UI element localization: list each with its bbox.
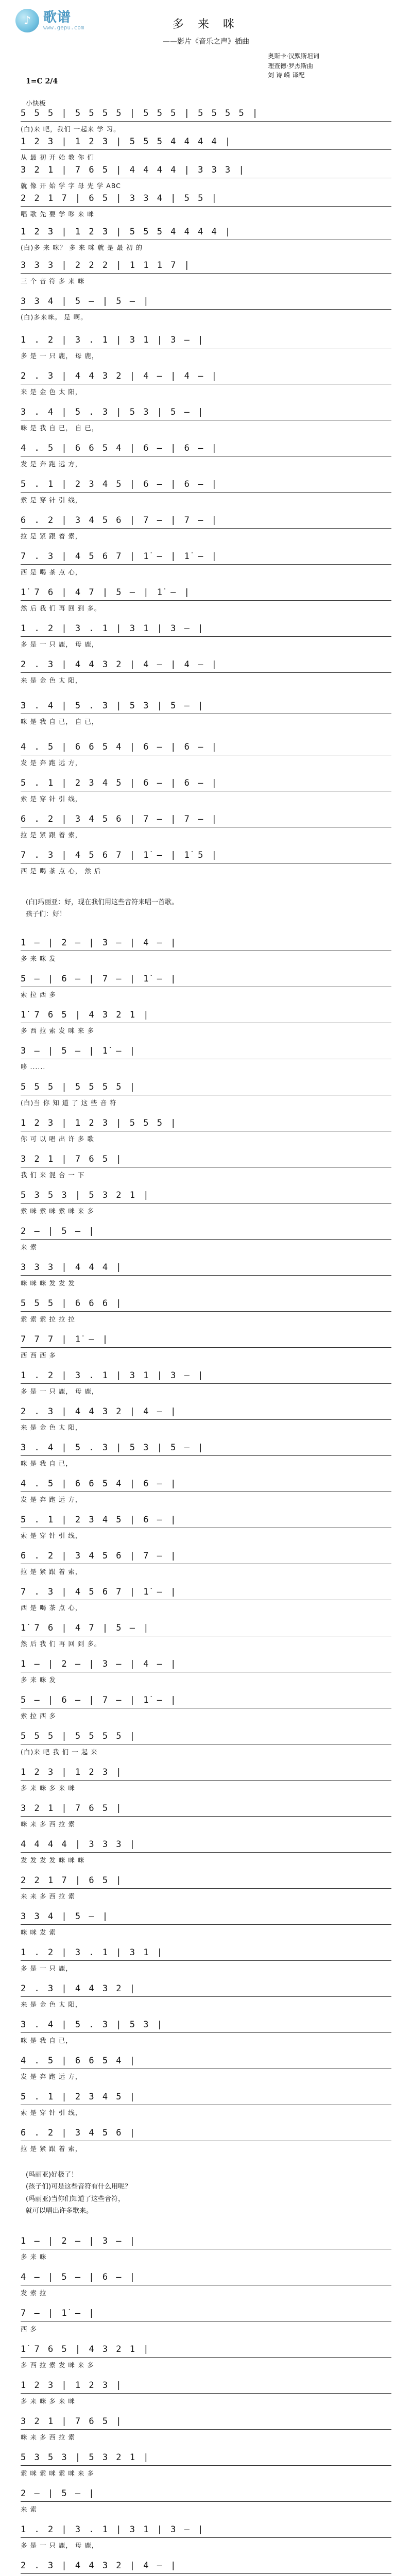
lyric-line: (白)多 来 咪？ 多 来 咪 就 是 最 初 的 (21, 244, 143, 251)
lyric-line: (白)当 你 知 道 了 这 些 音 符 (21, 1099, 117, 1107)
lyric-line: 西 西 西 多 (21, 1351, 56, 1359)
dialogue-line: (白)玛丽亚：好，现在我们用这些音符来唱一首歌。 (26, 899, 179, 906)
score-system (21, 2452, 391, 2477)
lyric-line: 索 咪 索 咪 索 咪 来 多 (21, 2469, 94, 2477)
lyric-line: 哆 ...... (21, 1063, 46, 1071)
lyric-line: (白)来 吧，我们 一起来 学 习。 (21, 125, 121, 133)
notation-line: 4 4 4 4 | 3 3 3 | (21, 1839, 391, 1853)
credits-block (268, 52, 319, 80)
score-system (21, 1767, 391, 1792)
lyric-line: 来 索 (21, 2505, 37, 2513)
notation-line: 3 . 4 | 5 . 3 | 5 3 | 5 — | (21, 407, 391, 420)
lyric-line: 发 索 拉 (21, 2289, 47, 2297)
score-system (21, 193, 391, 218)
notation-line: 4 — | 5 — | 6 — | (21, 2272, 391, 2285)
lyric-line: 索 是 穿 针 引 线， (21, 496, 82, 504)
score-system (21, 551, 391, 576)
notation-line: 5 — | 6 — | 7 — | 1̇ — | (21, 974, 391, 987)
score-system (21, 778, 391, 803)
score-system (21, 296, 391, 321)
lyric-line: 西 是 喝 茶 点 心， 然 后 (21, 867, 101, 875)
tempo-marking: 小快板 (26, 100, 46, 108)
notation-line: 1 . 2 | 3 . 1 | 3 1 | 3 — | (21, 2524, 391, 2538)
notation-line: 1̇ 7 6 | 4 7 | 5 — | (21, 1623, 391, 1636)
notation-line: 3 2 1 | 7 6 5 | 4 4 4 4 | 3 3 3 | (21, 165, 391, 178)
notation-line: 3 2 1 | 7 6 5 | (21, 1803, 391, 1817)
notation-line: 2 . 3 | 4 4 3 2 | 4 — | (21, 2561, 391, 2574)
score-system (21, 335, 391, 360)
lyric-line: 咪 是 我 自 已， (21, 2037, 73, 2044)
notation-line: 2 . 3 | 4 4 3 2 | (21, 1984, 391, 1997)
score-system (21, 1406, 391, 1431)
lyric-line: 多 是 一 只 鹿， 母 鹿， (21, 1387, 99, 1395)
notation-line: 2 . 3 | 4 4 3 2 | 4 — | 4 — | (21, 659, 391, 673)
lyric-line: (白)多来咪。 是 啊。 (21, 313, 88, 321)
lyric-line: 然 后 我 们 再 回 到 多。 (21, 604, 101, 612)
score-system (21, 1082, 391, 1107)
lyric-line: 索 拉 西 多 (21, 991, 56, 998)
notation-line: 4 . 5 | 6 6 5 4 | 6 — | (21, 1479, 391, 1492)
lyric-line: 多 西 拉 索 发 咪 来 多 (21, 1027, 94, 1035)
notation-line: 1 — | 2 — | 3 — | (21, 2236, 391, 2249)
notation-line: 3 . 4 | 5 . 3 | 5 3 | 5 — | (21, 1443, 391, 1456)
notation-line: 7 7 7 | 1̇ — | (21, 1334, 391, 1348)
notation-line: 7 — | 1̇ — | (21, 2308, 391, 2321)
score-system (21, 1839, 391, 1864)
notation-line: 1 2 3 | 1 2 3 | 5 5 5 | (21, 1118, 391, 1131)
score-system (21, 850, 391, 875)
notation-line: 2 . 3 | 4 4 3 2 | 4 — | 4 — | (21, 371, 391, 384)
lyric-line: 咪 咪 咪 发 发 发 (21, 1279, 75, 1287)
dialogue-line: (玛丽亚)好极了！ (26, 2171, 78, 2179)
lyric-line: 西 是 喝 茶 点 心， (21, 568, 82, 576)
notation-line: 1 2 3 | 1 2 3 | 5 5 5 4 4 4 4 | (21, 227, 391, 240)
lyric-line: 多 是 一 只 鹿， 母 鹿， (21, 640, 99, 648)
dialogue-block (26, 2169, 381, 2217)
notation-line: 5 3 5 3 | 5 3 2 1 | (21, 2452, 391, 2466)
score-system (21, 1010, 391, 1035)
score-system (21, 407, 391, 432)
score-system (21, 1298, 391, 1323)
notation-line: 1̇ 7 6 | 4 7 | 5 — | 1̇ — | (21, 587, 391, 601)
score-system (21, 2236, 391, 2261)
lyric-line: 来 来 多 西 拉 索 (21, 1892, 75, 1900)
lyric-line: 多 来 咪 (21, 2253, 47, 2261)
lyric-line: 西 是 喝 茶 点 心， (21, 1604, 82, 1612)
score-system (21, 2488, 391, 2513)
lyric-line: 拉 是 紧 跟 着 索， (21, 532, 82, 540)
notation-line: 2 2 1 7 | 6 5 | (21, 1875, 391, 1889)
score-system (21, 587, 391, 612)
lyric-line: 多 来 咪 发 (21, 1676, 56, 1684)
watermark-name: 歌谱 (43, 9, 72, 25)
notation-line: 3 3 4 | 5 — | 5 — | (21, 296, 391, 310)
lyric-line: 发 是 奔 跑 远 方， (21, 1496, 82, 1503)
notation-line: 3 2 1 | 7 6 5 | (21, 1154, 391, 1167)
score-system (21, 1262, 391, 1287)
lyric-line: 咪 来 多 西 拉 索 (21, 2433, 75, 2441)
notation-line: 1 — | 2 — | 3 — | 4 — | (21, 938, 391, 951)
notation-line: 3 3 3 | 2 2 2 | 1 1 1 7 | (21, 260, 391, 274)
notation-line: 4 . 5 | 6 6 5 4 | 6 — | 6 — | (21, 443, 391, 456)
score-system (21, 2272, 391, 2297)
lyric-line: 拉 是 紧 跟 着 索， (21, 831, 82, 839)
dialogue-line: (孩子们)可是这些音符有什么用呢？ (26, 2183, 132, 2191)
notation-line: 7 . 3 | 4 5 6 7 | 1̇ — | 1̇ — | (21, 551, 391, 565)
lyric-line: (白)来 吧 我 们 一 起 来 (21, 1748, 98, 1756)
score-system (21, 165, 391, 190)
lyric-line: 咪 是 我 自 已， (21, 1460, 73, 1467)
notation-line: 2 2 1 7 | 6 5 | 3 3 4 | 5 5 | (21, 193, 391, 207)
lyric-line: 多 是 一 只 鹿， (21, 1964, 73, 1972)
lyric-line: 多 是 一 只 鹿， 母 鹿， (21, 2541, 99, 2549)
notation-line: 5 5 5 | 5 5 5 5 | (21, 1082, 391, 1095)
score-system (21, 2308, 391, 2333)
notation-line: 7 . 3 | 4 5 6 7 | 1̇ — | (21, 1587, 391, 1600)
score-system (21, 1587, 391, 1612)
notation-line: 6 . 2 | 3 4 5 6 | (21, 2128, 391, 2141)
notation-line: 5 3 5 3 | 5 3 2 1 | (21, 1190, 391, 1204)
score-system (21, 701, 391, 725)
lyric-line: 唱 歌 先 要 学 哆 来 咪 (21, 210, 94, 218)
notation-line: 3 3 4 | 5 — | (21, 1911, 391, 1925)
lyric-line: 你 可 以 唱 出 许 多 歌 (21, 1135, 94, 1143)
score-system (21, 1911, 391, 1936)
credit-lyricist: 奥斯卡·汉默斯坦词 (268, 53, 319, 60)
notation-line: 2 — | 5 — | (21, 1226, 391, 1240)
score-system (21, 1190, 391, 1215)
score-system (21, 2416, 391, 2441)
notation-line: 3 3 3 | 4 4 4 | (21, 1262, 391, 1276)
notation-line: 5 . 1 | 2 3 4 5 | 6 — | 6 — | (21, 479, 391, 493)
score-system (21, 1443, 391, 1467)
score-system (21, 1479, 391, 1503)
score-system (21, 2020, 391, 2044)
score-system (21, 623, 391, 648)
score-system (21, 515, 391, 540)
lyric-line: 索 咪 索 咪 索 咪 来 多 (21, 1207, 94, 1215)
lyric-line: 来 是 金 色 太 阳， (21, 2001, 82, 2008)
notation-line: 6 . 2 | 3 4 5 6 | 7 — | 7 — | (21, 515, 391, 529)
lyric-line: 索 是 穿 针 引 线， (21, 2109, 82, 2116)
score-system (21, 2524, 391, 2549)
dialogue-line: 就可以唱出许多歌来。 (26, 2207, 93, 2215)
score-system (21, 1370, 391, 1395)
notation-line: 1 2 3 | 1 2 3 | (21, 1767, 391, 1781)
notation-line: 3 — | 5 — | 1̇ — | (21, 1046, 391, 1059)
score-system (21, 227, 391, 251)
score-system (21, 659, 391, 684)
lyric-line: 发 是 奔 跑 远 方， (21, 2073, 82, 2080)
lyric-line: 三 个 音 符 多 来 咪 (21, 277, 85, 285)
notation-line: 6 . 2 | 3 4 5 6 | 7 — | (21, 1551, 391, 1564)
song-title: 多 来 咪 (173, 18, 239, 31)
notation-line: 1 2 3 | 1 2 3 | 5 5 5 4 4 4 4 | (21, 137, 391, 150)
score-system (21, 2092, 391, 2116)
notation-line: 5 — | 6 — | 7 — | 1̇ — | (21, 1695, 391, 1708)
notation-line: 1̇ 7 6 5 | 4 3 2 1 | (21, 2344, 391, 2358)
score-system (21, 1118, 391, 1143)
watermark-url: www.gepu.com (43, 24, 84, 31)
notation-line: 4 . 5 | 6 6 5 4 | (21, 2056, 391, 2069)
notation-line: 4 . 5 | 6 6 5 4 | 6 — | 6 — | (21, 742, 391, 755)
score-system (21, 2380, 391, 2405)
lyric-line: 多 西 拉 索 发 咪 来 多 (21, 2361, 94, 2369)
score-system (21, 137, 391, 161)
lyric-line: 发 是 奔 跑 远 方， (21, 460, 82, 468)
score-system (21, 1334, 391, 1359)
notation-line: 5 5 5 | 6 6 6 | (21, 1298, 391, 1312)
score-system (21, 1875, 391, 1900)
score-system (21, 260, 391, 285)
score-system (21, 371, 391, 396)
score-system (21, 1731, 391, 1756)
lyric-line: 发 发 发 发 咪 咪 咪 (21, 1856, 85, 1864)
lyric-line: 多 来 咪 多 来 咪 (21, 1784, 75, 1792)
lyric-line: 多 是 一 只 鹿， 母 鹿， (21, 352, 99, 360)
notation-line: 3 . 4 | 5 . 3 | 5 3 | 5 — | (21, 701, 391, 714)
lyric-line: 拉 是 紧 跟 着 索， (21, 1568, 82, 1575)
score-system (21, 2128, 391, 2153)
lyric-line: 索 是 穿 针 引 线， (21, 1532, 82, 1539)
score-system (21, 1226, 391, 1251)
notation-line: 5 . 1 | 2 3 4 5 | 6 — | 6 — | (21, 778, 391, 791)
score-system (21, 108, 391, 133)
notation-line: 7 . 3 | 4 5 6 7 | 1̇ — | 1̇ 5 | (21, 850, 391, 863)
score-system (21, 2561, 391, 2576)
notation-line: 1̇ 7 6 5 | 4 3 2 1 | (21, 1010, 391, 1023)
music-note-icon: ♪ (15, 9, 39, 32)
score-system (21, 1154, 391, 1179)
score-system (21, 2344, 391, 2369)
lyric-line: 索 索 索 拉 拉 拉 (21, 1315, 75, 1323)
score-system (21, 814, 391, 839)
notation-line: 3 . 4 | 5 . 3 | 5 3 | (21, 2020, 391, 2033)
lyric-line: 我 们 来 混 合 一 下 (21, 1171, 85, 1179)
lyric-line: 索 是 穿 针 引 线， (21, 795, 82, 803)
lyric-line: 西 多 (21, 2325, 37, 2333)
notation-line: 5 5 5 | 5 5 5 5 | (21, 1731, 391, 1744)
score-system (21, 1515, 391, 1539)
score-system (21, 742, 391, 767)
lyric-line: 咪 是 我 自 已， 自 已， (21, 424, 99, 432)
lyric-line: 发 是 奔 跑 远 方， (21, 759, 82, 767)
dialogue-line: 孩子们：好！ (26, 910, 66, 919)
lyric-line: 索 拉 西 多 (21, 1712, 56, 1720)
notation-line: 1 2 3 | 1 2 3 | (21, 2380, 391, 2394)
score-system (21, 443, 391, 468)
score-system (21, 1659, 391, 1684)
score-system (21, 1984, 391, 2008)
notation-line: 1 . 2 | 3 . 1 | 3 1 | 3 — | (21, 1370, 391, 1384)
dialogue-block (26, 896, 381, 921)
score-system (21, 2056, 391, 2080)
notation-line: 1 — | 2 — | 3 — | 4 — | (21, 1659, 391, 1672)
lyric-line: 来 是 金 色 太 阳， (21, 1423, 82, 1431)
key-signature: 1=C 2/4 (26, 77, 58, 86)
lyric-line: 多 来 咪 发 (21, 955, 56, 962)
score-system (21, 1803, 391, 1828)
song-subtitle: ——影片《音乐之声》插曲 (163, 38, 249, 46)
lyric-line (21, 2574, 391, 2576)
lyric-line: 咪 来 多 西 拉 索 (21, 1820, 75, 1828)
score-system (21, 1623, 391, 1648)
notation-line: 1 . 2 | 3 . 1 | 3 1 | 3 — | (21, 623, 391, 637)
notation-line: 2 . 3 | 4 4 3 2 | 4 — | (21, 1406, 391, 1420)
lyric-line: 然 后 我 们 再 回 到 多。 (21, 1640, 101, 1648)
notation-line: 5 . 1 | 2 3 4 5 | 6 — | (21, 1515, 391, 1528)
notation-line: 5 . 1 | 2 3 4 5 | (21, 2092, 391, 2105)
notation-line: 3 2 1 | 7 6 5 | (21, 2416, 391, 2430)
lyric-line: 就 像 开 始 学 字 母 先 学 ABC (21, 182, 121, 190)
score-system (21, 1947, 391, 1972)
lyric-line: 咪 是 我 自 已， 自 已， (21, 718, 99, 725)
score-system (21, 974, 391, 998)
notation-line: 5 5 5 | 5 5 5 5 | 5 5 5 | 5 5 5 5 | (21, 108, 391, 122)
lyric-line: 来 是 金 色 太 阳， (21, 676, 82, 684)
lyric-line: 拉 是 紧 跟 着 索， (21, 2145, 82, 2153)
notation-line: 6 . 2 | 3 4 5 6 | 7 — | 7 — | (21, 814, 391, 827)
score-system (21, 1695, 391, 1720)
notation-line: 2 — | 5 — | (21, 2488, 391, 2502)
score-system (21, 1046, 391, 1071)
score-system (21, 479, 391, 504)
notation-line: 1 . 2 | 3 . 1 | 3 1 | 3 — | (21, 335, 391, 348)
credit-composer: 理查德·罗杰斯曲 (268, 62, 313, 70)
credit-transcriber: 刘 诗 嵘 译配 (268, 72, 305, 79)
score-system (21, 1551, 391, 1575)
lyric-line: 来 索 (21, 1243, 37, 1251)
dialogue-line: (玛丽亚)当你们知道了这些音符， (26, 2195, 125, 2203)
lyric-line: 咪 咪 发 索 (21, 1928, 56, 1936)
score-system (21, 938, 391, 962)
lyric-line: 从 最 初 开 始 教 你 们 (21, 154, 94, 161)
notation-line: 1 . 2 | 3 . 1 | 3 1 | (21, 1947, 391, 1961)
lyric-line: 多 来 咪 多 来 咪 (21, 2397, 75, 2405)
lyric-line: 来 是 金 色 太 阳， (21, 388, 82, 396)
